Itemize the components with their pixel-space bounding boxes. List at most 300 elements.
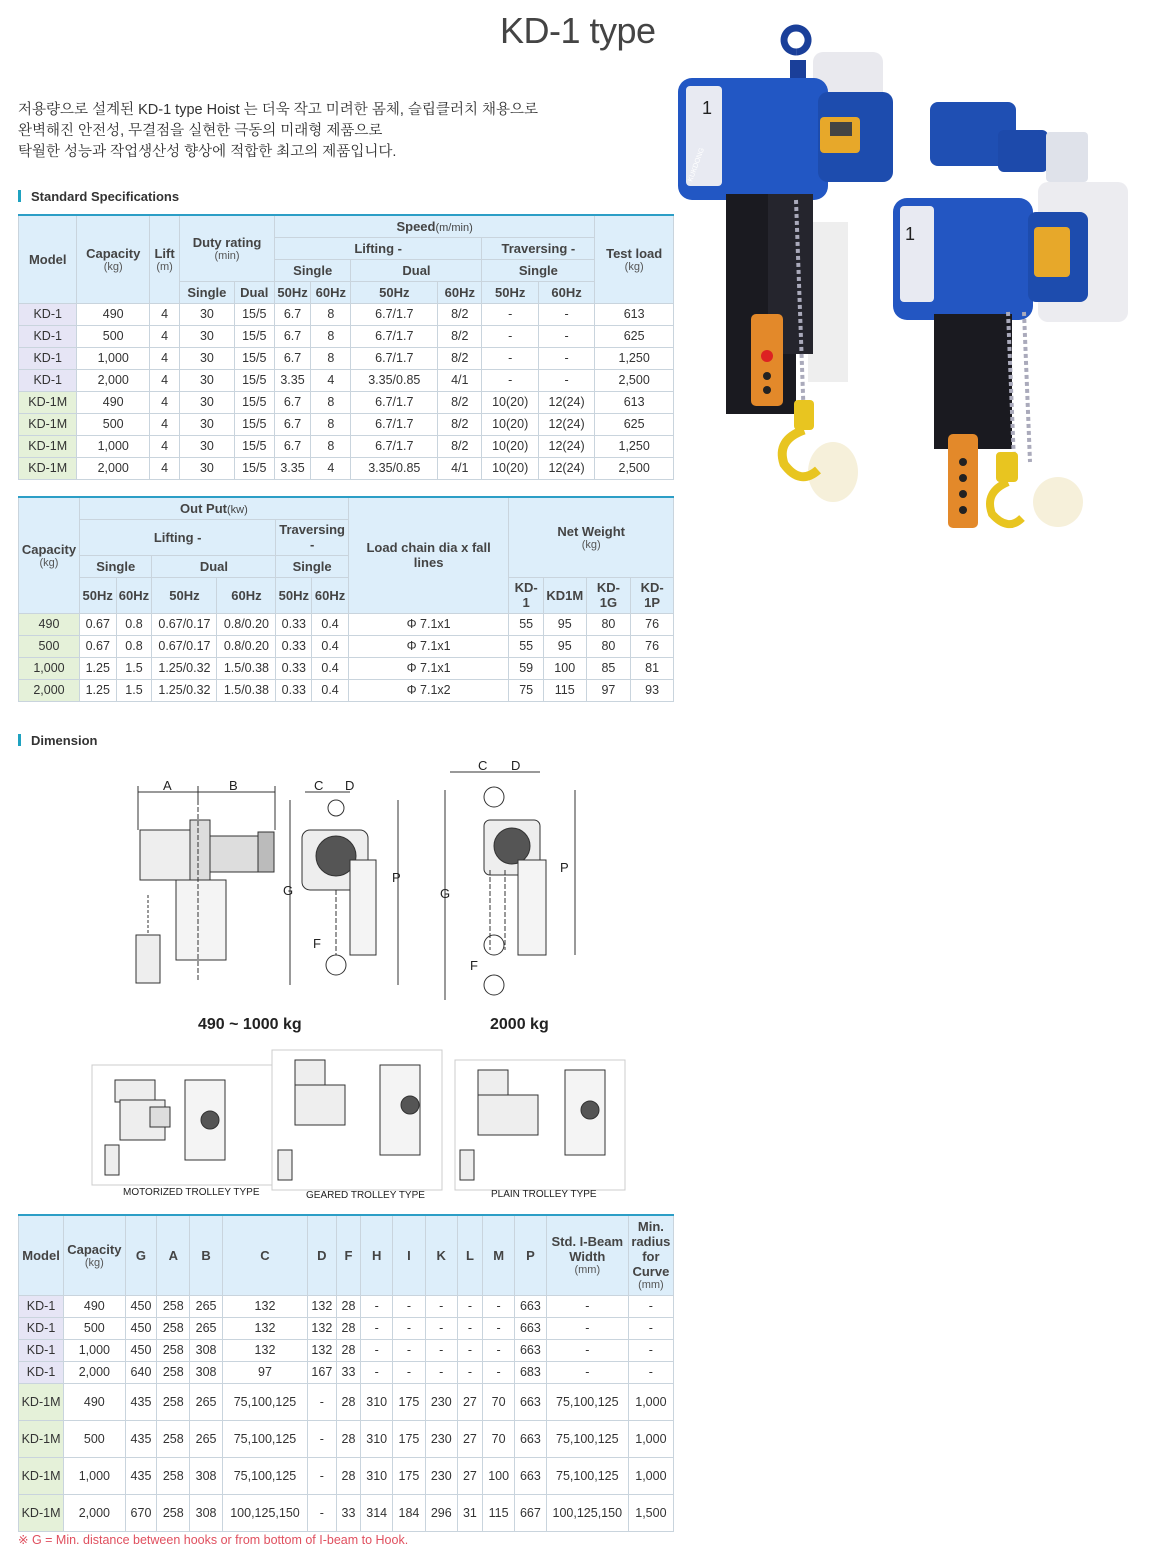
table-cell: 314 (361, 1494, 393, 1531)
table-cell: 4 (149, 325, 179, 347)
table-cell: KD-1 (19, 325, 77, 347)
table-cell: 3.35 (274, 457, 310, 479)
hoist-left (678, 28, 893, 477)
caption-plain-trolley: PLAIN TROLLEY TYPE (491, 1189, 597, 1200)
header-b: B (190, 1215, 223, 1295)
table-cell: - (628, 1295, 673, 1317)
table-cell: 0.67 (79, 635, 116, 657)
table-cell: 258 (157, 1361, 190, 1383)
table-cell: - (361, 1361, 393, 1383)
table-cell: 1,000 (77, 347, 150, 369)
header-60hz: 60Hz (538, 281, 594, 303)
header-model: Model (19, 215, 77, 303)
table-cell: 12(24) (538, 435, 594, 457)
table-cell: 132 (222, 1295, 307, 1317)
header-c: C (222, 1215, 307, 1295)
table-cell: 6.7 (274, 435, 310, 457)
table-cell: 663 (515, 1383, 547, 1420)
table-cell: 15/5 (234, 391, 274, 413)
table-cell: - (361, 1295, 393, 1317)
header-output: Out Put(kw) (79, 497, 348, 519)
table-cell: - (425, 1361, 457, 1383)
table-cell: 0.33 (276, 613, 312, 635)
table-cell: 30 (180, 369, 234, 391)
drawing-front-view (290, 792, 398, 985)
table-cell: 450 (125, 1317, 157, 1339)
footnote: ※ G = Min. distance between hooks or from bottom of I-beam to Hook. (18, 1533, 409, 1547)
table-cell: - (308, 1457, 337, 1494)
header-50hz: 50Hz (274, 281, 310, 303)
table-cell: 4 (149, 303, 179, 325)
table-cell: - (393, 1295, 426, 1317)
table-cell: KD-1M (19, 1457, 64, 1494)
table-cell: 75 (509, 679, 544, 701)
header-l: L (457, 1215, 483, 1295)
header-speed: Speed(m/min) (274, 215, 594, 237)
table-cell: 97 (586, 679, 631, 701)
header-trav-single: Single (276, 555, 348, 577)
table-cell: 4 (149, 413, 179, 435)
table-cell: Φ 7.1x1 (348, 657, 509, 679)
table-cell: 15/5 (234, 369, 274, 391)
dim-label-p: P (560, 860, 569, 875)
table-cell: - (483, 1339, 515, 1361)
table-row (19, 657, 674, 679)
header-k: K (425, 1215, 457, 1295)
table-cell: 1,000 (19, 657, 80, 679)
table-cell: 500 (77, 325, 150, 347)
section-dimension (18, 733, 97, 748)
drawing-2000kg (445, 772, 575, 1000)
table-row (19, 1317, 674, 1339)
header-d: D (308, 1215, 337, 1295)
dim-label-b: B (229, 778, 238, 793)
table-cell: 8/2 (438, 303, 482, 325)
table-cell: - (482, 369, 538, 391)
table-cell: 55 (509, 613, 544, 635)
table-cell: 0.33 (276, 679, 312, 701)
table-cell: 8 (311, 391, 351, 413)
table-cell: 670 (125, 1494, 157, 1531)
table-cell: 12(24) (538, 391, 594, 413)
table-cell: - (628, 1339, 673, 1361)
table-cell: 1,500 (628, 1494, 673, 1531)
table-cell: 100 (483, 1457, 515, 1494)
header-single: Single (274, 259, 351, 281)
capacity-number: 1 (905, 224, 916, 244)
table-row (19, 1295, 674, 1317)
dim-label-c: C (478, 758, 488, 773)
table-cell: - (546, 1339, 628, 1361)
table-cell: 1,000 (64, 1457, 126, 1494)
caption-490-1000: 490 ~ 1000 kg (198, 1016, 302, 1033)
table-cell: 8/2 (438, 391, 482, 413)
table-cell: 10(20) (482, 457, 538, 479)
table-cell: KD-1 (19, 1317, 64, 1339)
table-cell: 0.4 (312, 613, 349, 635)
table-cell: KD-1M (19, 435, 77, 457)
table-cell: 6.7 (274, 391, 310, 413)
header-60hz: 60Hz (311, 281, 351, 303)
table-cell: 258 (157, 1339, 190, 1361)
table-row (19, 1457, 674, 1494)
table-cell: 4 (311, 457, 351, 479)
table-cell: 1,000 (628, 1457, 673, 1494)
table-cell: - (457, 1361, 483, 1383)
table-cell: 1.5/0.38 (217, 657, 276, 679)
table-cell: KD-1 (19, 347, 77, 369)
header-lift: Lift (m) (149, 215, 179, 303)
table-cell: - (425, 1317, 457, 1339)
table-row (19, 679, 674, 701)
table-cell: - (361, 1317, 393, 1339)
table-row (19, 1420, 674, 1457)
table-cell: 6.7/1.7 (351, 413, 438, 435)
table-cell: 258 (157, 1494, 190, 1531)
table-cell: 308 (190, 1457, 223, 1494)
table-cell: 27 (457, 1457, 483, 1494)
table-cell: Φ 7.1x1 (348, 613, 509, 635)
table-cell: - (546, 1361, 628, 1383)
table-cell: 28 (336, 1420, 361, 1457)
table-cell: 93 (631, 679, 674, 701)
table-cell: 258 (157, 1457, 190, 1494)
output-table-body (19, 613, 674, 701)
dim-label-c: C (314, 778, 324, 793)
header-p: P (515, 1215, 547, 1295)
table-cell: 0.67/0.17 (152, 635, 217, 657)
table-cell: 59 (509, 657, 544, 679)
table-cell: 308 (190, 1494, 223, 1531)
capacity-number: 1 (702, 98, 713, 118)
table-row (19, 391, 674, 413)
caption-2000: 2000 kg (490, 1016, 549, 1033)
table-cell: 0.4 (312, 635, 349, 657)
intro-line: 완벽해진 안전성, 무결점을 실현한 극동의 미래형 제품으로 (18, 123, 383, 139)
table-cell: 2,000 (77, 369, 150, 391)
table-cell: 28 (336, 1339, 361, 1361)
table-cell: - (483, 1317, 515, 1339)
table-cell: 613 (595, 391, 674, 413)
table-cell: 310 (361, 1457, 393, 1494)
table-cell: 75,100,125 (222, 1383, 307, 1420)
header-min-radius: Min. radius for Curve (mm) (628, 1215, 673, 1295)
header-trav-single: Single (482, 259, 595, 281)
table-cell: 625 (595, 325, 674, 347)
table-cell: - (628, 1317, 673, 1339)
table-cell: 613 (595, 303, 674, 325)
header-i: I (393, 1215, 426, 1295)
table-cell: KD-1 (19, 1339, 64, 1361)
table-row (19, 347, 674, 369)
table-cell: 76 (631, 613, 674, 635)
dim-label-g: G (440, 886, 451, 901)
table-row (19, 1361, 674, 1383)
table-cell: 450 (125, 1295, 157, 1317)
table-cell: 0.33 (276, 635, 312, 657)
table-cell: 296 (425, 1494, 457, 1531)
table-cell: 500 (64, 1420, 126, 1457)
table-cell: 4/1 (438, 369, 482, 391)
table-cell: 28 (336, 1317, 361, 1339)
table-cell: 132 (222, 1317, 307, 1339)
table-cell: 184 (393, 1494, 426, 1531)
table-cell: 1.25 (79, 657, 116, 679)
table-cell: 75,100,125 (546, 1457, 628, 1494)
table-cell: 490 (64, 1383, 126, 1420)
spec-table-body (19, 303, 674, 479)
header-kd1m: KD1M (543, 577, 586, 613)
table-cell: - (482, 347, 538, 369)
header-50hz: 50Hz (152, 577, 217, 613)
table-row (19, 413, 674, 435)
table-cell: - (483, 1361, 515, 1383)
table-cell: KD-1 (19, 1361, 64, 1383)
table-cell: 258 (157, 1383, 190, 1420)
table-cell: 500 (19, 635, 80, 657)
table-cell: 2,500 (595, 369, 674, 391)
table-cell: 435 (125, 1420, 157, 1457)
header-duty-dual: Dual (234, 281, 274, 303)
header-traversing: Traversing - (482, 237, 595, 259)
table-cell: 10(20) (482, 413, 538, 435)
table-cell: - (308, 1420, 337, 1457)
table-cell: 683 (515, 1361, 547, 1383)
header-duty: Duty rating (min) (180, 215, 275, 281)
table-cell: 4 (149, 369, 179, 391)
table-cell: 3.35 (274, 369, 310, 391)
table-cell: 265 (190, 1383, 223, 1420)
table-cell: 8/2 (438, 347, 482, 369)
drawing-geared-trolley (272, 1050, 442, 1190)
table-cell: 175 (393, 1420, 426, 1457)
table-cell: 2,500 (595, 457, 674, 479)
header-capacity: Capacity (kg) (19, 497, 80, 613)
table-cell: 1,250 (595, 435, 674, 457)
table-cell: 80 (586, 613, 631, 635)
table-cell: 490 (19, 613, 80, 635)
table-cell: 0.4 (312, 657, 349, 679)
dimension-table-body (19, 1295, 674, 1531)
section-standard-specifications (18, 189, 179, 204)
section-marker (18, 190, 21, 202)
table-cell: KD-1M (19, 1420, 64, 1457)
table-cell: - (628, 1361, 673, 1383)
table-cell: 55 (509, 635, 544, 657)
table-cell: KD-1M (19, 457, 77, 479)
table-cell: 1,000 (628, 1420, 673, 1457)
table-cell: 80 (586, 635, 631, 657)
table-cell: 115 (483, 1494, 515, 1531)
table-cell: 0.4 (312, 679, 349, 701)
table-cell: 4 (311, 369, 351, 391)
table-cell: 8 (311, 347, 351, 369)
dim-label-d: D (345, 778, 355, 793)
table-cell: 4 (149, 347, 179, 369)
intro-text (18, 100, 538, 163)
header-dual: Dual (351, 259, 482, 281)
header-50hz: 50Hz (276, 577, 312, 613)
table-cell: 0.8 (116, 635, 152, 657)
table-cell: 1.25/0.32 (152, 679, 217, 701)
table-cell: 28 (336, 1295, 361, 1317)
table-row (19, 613, 674, 635)
table-cell: 33 (336, 1494, 361, 1531)
table-cell: - (538, 303, 594, 325)
table-cell: 4/1 (438, 457, 482, 479)
table-cell: 100,125,150 (546, 1494, 628, 1531)
table-cell: 70 (483, 1420, 515, 1457)
table-cell: 640 (125, 1361, 157, 1383)
table-cell: 27 (457, 1420, 483, 1457)
table-cell: 8/2 (438, 435, 482, 457)
table-cell: - (482, 325, 538, 347)
header-g: G (125, 1215, 157, 1295)
table-cell: 97 (222, 1361, 307, 1383)
table-cell: 30 (180, 303, 234, 325)
table-cell: 75,100,125 (222, 1457, 307, 1494)
dim-label-f: F (313, 936, 321, 951)
header-50hz: 50Hz (351, 281, 438, 303)
table-cell: Φ 7.1x1 (348, 635, 509, 657)
table-cell: 265 (190, 1317, 223, 1339)
table-cell: KD-1M (19, 1494, 64, 1531)
table-cell: 167 (308, 1361, 337, 1383)
table-row (19, 1494, 674, 1531)
table-cell: - (393, 1361, 426, 1383)
table-cell: 15/5 (234, 457, 274, 479)
table-cell: 31 (457, 1494, 483, 1531)
table-row (19, 435, 674, 457)
table-cell: 1.5 (116, 679, 152, 701)
table-cell: 490 (77, 391, 150, 413)
table-cell: 310 (361, 1383, 393, 1420)
dim-label-p: P (392, 870, 401, 885)
header-beam-width: Std. I-Beam Width (mm) (546, 1215, 628, 1295)
table-cell: 230 (425, 1420, 457, 1457)
table-cell: 132 (308, 1295, 337, 1317)
table-cell: 75,100,125 (222, 1420, 307, 1457)
intro-line: 탁월한 성능과 작업생산성 향상에 적합한 최고의 제품입니다. (18, 144, 397, 160)
table-cell: 2,000 (19, 679, 80, 701)
table-cell: 663 (515, 1457, 547, 1494)
dim-label-a: A (163, 778, 172, 793)
table-cell: - (457, 1295, 483, 1317)
header-dual: Dual (152, 555, 276, 577)
table-cell: 33 (336, 1361, 361, 1383)
table-cell: 1,000 (628, 1383, 673, 1420)
table-cell: 6.7 (274, 347, 310, 369)
table-cell: - (393, 1317, 426, 1339)
table-cell: 15/5 (234, 435, 274, 457)
table-cell: 308 (190, 1339, 223, 1361)
table-cell: 15/5 (234, 325, 274, 347)
table-cell: - (538, 369, 594, 391)
table-cell: 265 (190, 1295, 223, 1317)
header-kd1p: KD-1P (631, 577, 674, 613)
dim-label-g: G (283, 883, 294, 898)
table-cell: - (482, 303, 538, 325)
table-cell: 132 (308, 1339, 337, 1361)
header-single: Single (79, 555, 151, 577)
table-cell: 15/5 (234, 303, 274, 325)
table-cell: 0.8 (116, 613, 152, 635)
table-cell: 4 (149, 391, 179, 413)
table-cell: 2,000 (64, 1361, 126, 1383)
table-row (19, 1383, 674, 1420)
table-cell: 175 (393, 1457, 426, 1494)
table-cell: 132 (308, 1317, 337, 1339)
table-cell: 75,100,125 (546, 1420, 628, 1457)
table-cell: 1.25 (79, 679, 116, 701)
table-cell: 115 (543, 679, 586, 701)
table-cell: 28 (336, 1457, 361, 1494)
table-cell: 490 (64, 1295, 126, 1317)
table-row (19, 325, 674, 347)
table-row (19, 303, 674, 325)
brand-label: KUKDONG (687, 147, 706, 183)
header-test-load: Test load (kg) (595, 215, 674, 303)
page-title: KD-1 type (500, 10, 656, 51)
caption-geared-trolley: GEARED TROLLEY TYPE (306, 1190, 425, 1201)
table-cell: 1.5/0.38 (217, 679, 276, 701)
header-60hz: 60Hz (438, 281, 482, 303)
table-cell: 30 (180, 435, 234, 457)
header-50hz: 50Hz (482, 281, 538, 303)
table-cell: - (483, 1295, 515, 1317)
table-cell: 450 (125, 1339, 157, 1361)
table-cell: KD-1 (19, 369, 77, 391)
table-cell: 258 (157, 1295, 190, 1317)
table-cell: KD-1M (19, 413, 77, 435)
section-title: Standard Specifications (31, 189, 180, 204)
table-cell: KD-1M (19, 391, 77, 413)
table-cell: 0.8/0.20 (217, 635, 276, 657)
table-row (19, 369, 674, 391)
table-cell: 258 (157, 1317, 190, 1339)
table-cell: 95 (543, 613, 586, 635)
header-kd1g: KD-1G (586, 577, 631, 613)
table-cell: 1,000 (77, 435, 150, 457)
table-cell: 6.7/1.7 (351, 391, 438, 413)
table-cell: 0.67/0.17 (152, 613, 217, 635)
table-cell: 230 (425, 1457, 457, 1494)
header-50hz: 50Hz (79, 577, 116, 613)
header-load-chain: Load chain dia x fall lines (348, 497, 509, 613)
table-cell: 1,250 (595, 347, 674, 369)
header-model: Model (19, 1215, 64, 1295)
table-cell: - (457, 1317, 483, 1339)
table-row (19, 635, 674, 657)
dim-label-d: D (511, 758, 521, 773)
table-cell: 12(24) (538, 457, 594, 479)
table-cell: 6.7/1.7 (351, 325, 438, 347)
table-cell: - (393, 1339, 426, 1361)
table-cell: - (538, 325, 594, 347)
table-cell: KD-1 (19, 303, 77, 325)
table-cell: 8 (311, 413, 351, 435)
table-cell: 6.7/1.7 (351, 347, 438, 369)
table-cell: 258 (157, 1420, 190, 1457)
table-cell: 230 (425, 1383, 457, 1420)
table-cell: 435 (125, 1457, 157, 1494)
drawing-side-view (136, 786, 275, 983)
dim-label-f: F (470, 958, 478, 973)
table-cell: 8 (311, 435, 351, 457)
table-cell: 4 (149, 435, 179, 457)
output-table (18, 496, 674, 702)
table-cell: 27 (457, 1383, 483, 1420)
